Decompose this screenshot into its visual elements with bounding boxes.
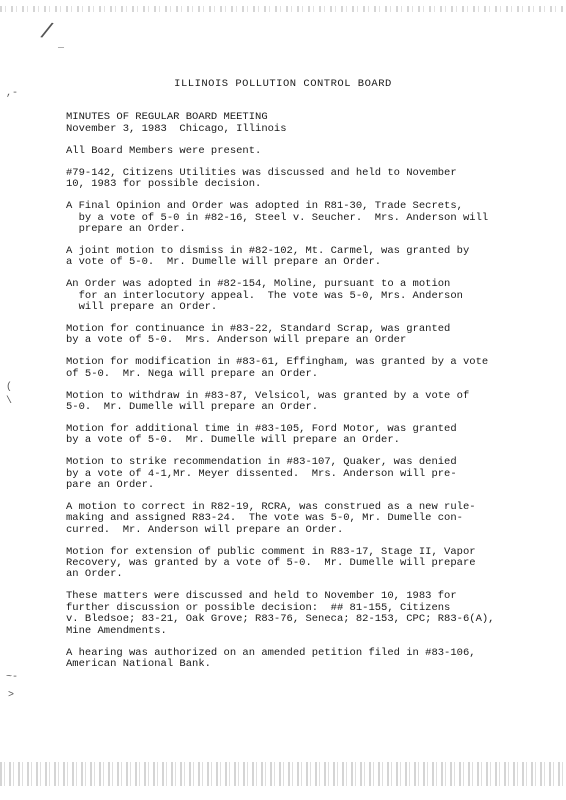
paragraph-line: prepare an Order. — [66, 223, 186, 236]
paragraph-line: v. Bledsoe; 83-21, Oak Grove; R83-76, Seneca; 82-153, CPC; R83-6(A), — [66, 613, 495, 626]
paragraph-line: an Order. — [66, 568, 123, 581]
paragraph-line: Motion for modification in #83-61, Effingham, was granted by a vote — [66, 356, 489, 369]
paragraph-line: for an interlocutory appeal. The vote was 5-0, Mrs. Anderson — [66, 289, 463, 302]
minutes-paragraph — [66, 391, 526, 414]
minutes-paragraph — [66, 424, 526, 447]
margin-mark: ( — [6, 382, 13, 393]
corner-mark: _ — [58, 40, 65, 51]
paragraph-line: a vote of 5-0. Mr. Dumelle will prepare an Order. — [66, 256, 382, 269]
minutes-paragraph — [66, 246, 526, 269]
minutes-paragraph — [66, 648, 526, 671]
paragraph-line: American National Bank. — [66, 657, 211, 670]
pen-mark: / — [37, 19, 56, 46]
margin-mark: ~- — [6, 672, 19, 683]
paragraph-line: making and assigned R83-24. The vote was 5-0, Mr. Dumelle con- — [66, 512, 463, 525]
paragraph-line: A motion to correct in R82-19, RCRA, was construed as a new rule- — [66, 500, 476, 513]
paragraph-line: Motion for continuance in #83-22, Standard Scrap, was granted — [66, 322, 451, 335]
paragraph-line: by a vote of 4-1,Mr. Meyer dissented. Mrs. Anderson will pre- — [66, 467, 457, 480]
paragraph-line: further discussion or possible decision: ## 81-155, Citizens — [66, 601, 451, 614]
minutes-paragraph — [66, 201, 526, 235]
paragraph-line: #79-142, Citizens Utilities was discussed and held to November — [66, 166, 457, 179]
paragraph-line: These matters were discussed and held to November 10, 1983 for — [66, 590, 457, 603]
margin-mark: \ — [6, 396, 13, 407]
minutes-paragraph — [66, 357, 526, 380]
minutes-paragraph — [66, 547, 526, 581]
paragraph-line: Motion for additional time in #83-105, Ford Motor, was granted — [66, 422, 457, 435]
meeting-info — [66, 111, 287, 135]
margin-mark: ,- — [6, 88, 19, 99]
meeting-date: November 3, 1983 Chicago, Illinois — [66, 123, 287, 135]
paragraph-line: Motion for extension of public comment in R83-17, Stage II, Vapor — [66, 545, 476, 558]
paragraph-line: by a vote of 5-0. Mrs. Anderson will prepare an Order — [66, 334, 407, 347]
paragraph-line: All Board Members were present. — [66, 145, 262, 157]
minutes-paragraph — [66, 146, 526, 157]
margin-mark: > — [8, 690, 15, 701]
paragraph-line: Motion to strike recommendation in #83-107, Quaker, was denied — [66, 456, 457, 469]
paragraph-line: An Order was adopted in #82-154, Moline, pursuant to a motion — [66, 278, 451, 291]
paragraph-line: 10, 1983 for possible decision. — [66, 178, 262, 191]
paragraph-line: by a vote of 5-0 in #82-16, Steel v. Seucher. Mrs. Anderson will — [66, 211, 489, 224]
scan-noise-top — [0, 6, 566, 12]
minutes-paragraph — [66, 591, 526, 637]
paragraph-line: A hearing was authorized on an amended petition filed in #83-106, — [66, 646, 476, 659]
paragraph-line: Mine Amendments. — [66, 624, 167, 637]
minutes-paragraph — [66, 502, 526, 536]
paragraph-line: 5-0. Mr. Dumelle will prepare an Order. — [66, 401, 319, 413]
paragraph-line: pare an Order. — [66, 479, 155, 492]
scan-noise-bottom — [0, 762, 566, 786]
paragraph-line: of 5-0. Mr. Nega will prepare an Order. — [66, 367, 319, 380]
paragraph-line: A joint motion to dismiss in #82-102, Mt. Carmel, was granted by — [66, 244, 470, 257]
minutes-paragraph — [66, 324, 526, 347]
meeting-title: MINUTES OF REGULAR BOARD MEETING — [66, 111, 268, 123]
paragraph-line: will prepare an Order. — [66, 301, 218, 314]
paragraph-line: A Final Opinion and Order was adopted in R81-30, Trade Secrets, — [66, 200, 463, 213]
document-header: ILLINOIS POLLUTION CONTROL BOARD — [174, 78, 392, 90]
minutes-paragraph — [66, 279, 526, 313]
minutes-paragraph — [66, 457, 526, 491]
paragraph-line: Recovery, was granted by a vote of 5-0. Mr. Dumelle will prepare — [66, 557, 476, 570]
minutes-paragraph — [66, 168, 526, 191]
paragraph-line: Motion to withdraw in #83-87, Velsicol, was granted by a vote of — [66, 389, 470, 402]
paragraph-line: by a vote of 5-0. Mr. Dumelle will prepare an Order. — [66, 434, 400, 447]
paragraph-line: curred. Mr. Anderson will prepare an Order. — [66, 523, 344, 536]
minutes-body — [66, 146, 526, 681]
